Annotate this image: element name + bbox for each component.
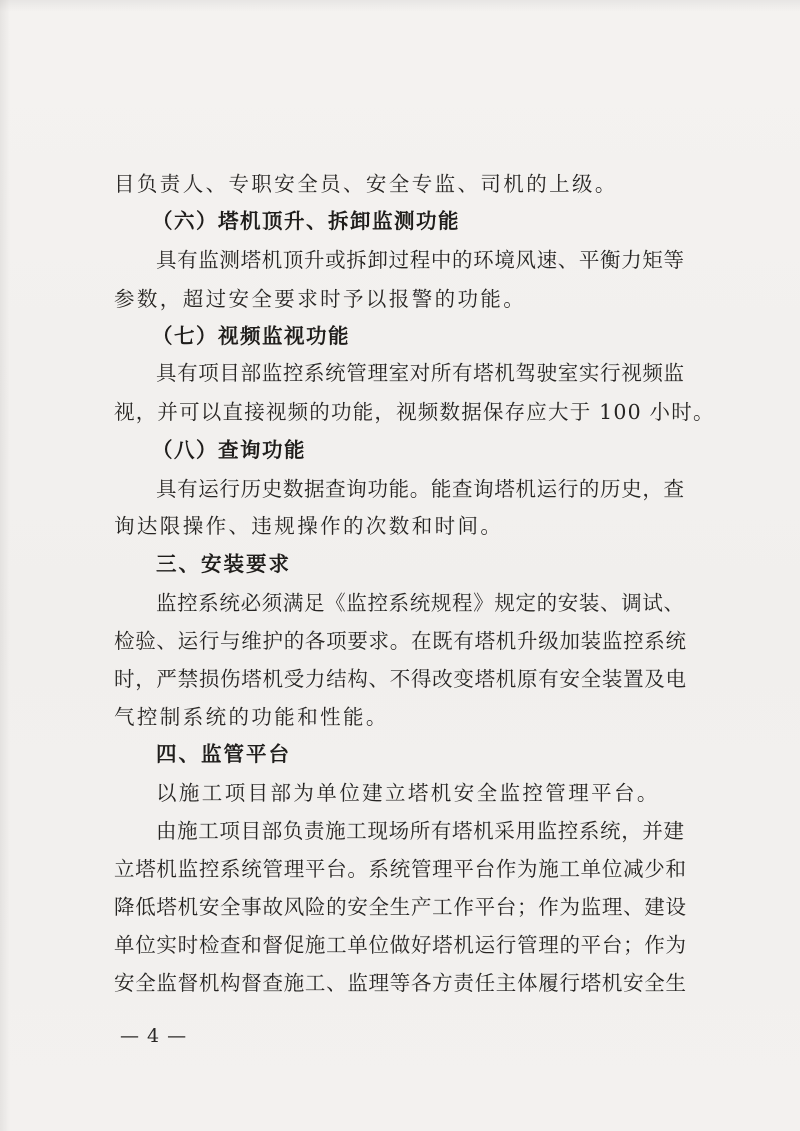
body-line-continuation: 目负责人、专职安全员、安全专监、司机的上级。 bbox=[114, 172, 618, 196]
body-line-video-2: 视，并可以直接视频的功能，视频数据保存应大于 100 小时。 bbox=[114, 400, 715, 424]
section-heading-supervision-platform: 四、监管平台 bbox=[156, 742, 291, 766]
body-line-video-1: 具有项目部监控系统管理室对所有塔机驾驶室实行视频监 bbox=[156, 361, 684, 385]
subheading-video-monitoring: （七）视频监视功能 bbox=[152, 324, 350, 348]
body-line-platform-5: 单位实时检查和督促施工单位做好塔机运行管理的平台；作为 bbox=[114, 933, 686, 957]
section-heading-installation-requirements: 三、安装要求 bbox=[156, 552, 291, 576]
body-line-query-2: 询达限操作、违规操作的次数和时间。 bbox=[114, 514, 504, 538]
subheading-tower-crane-jacking-dismantling: （六）塔机顶升、拆卸监测功能 bbox=[152, 209, 460, 233]
body-line-jacking-1: 具有监测塔机顶升或拆卸过程中的环境风速、平衡力矩等 bbox=[156, 248, 684, 272]
body-line-platform-1: 以施工项目部为单位建立塔机安全监控管理平台。 bbox=[156, 781, 660, 805]
body-line-install-3: 时，严禁损伤塔机受力结构、不得改变塔机原有安全装置及电 bbox=[114, 667, 686, 691]
scan-shadow-top bbox=[0, 0, 800, 12]
body-line-install-4: 气控制系统的功能和性能。 bbox=[114, 705, 389, 729]
body-line-platform-4: 降低塔机安全事故风险的安全生产工作平台；作为监理、建设 bbox=[114, 895, 686, 919]
page-number: — 4 — bbox=[120, 1025, 188, 1047]
subheading-query-function: （八）查询功能 bbox=[152, 438, 306, 462]
scan-shadow-left bbox=[0, 0, 10, 1131]
body-line-query-1: 具有运行历史数据查询功能。能查询塔机运行的历史，查 bbox=[156, 477, 684, 501]
body-line-jacking-2: 参数，超过安全要求时予以报警的功能。 bbox=[114, 287, 527, 311]
body-line-install-2: 检验、运行与维护的各项要求。在既有塔机升级加装监控系统 bbox=[114, 629, 686, 653]
body-line-install-1: 监控系统必须满足《监控系统规程》规定的安装、调试、 bbox=[156, 591, 684, 615]
body-line-platform-6: 安全监督机构督查施工、监理等各方责任主体履行塔机安全生 bbox=[114, 971, 686, 995]
body-line-platform-2: 由施工项目部负责施工现场所有塔机采用监控系统，并建 bbox=[156, 819, 684, 843]
body-line-platform-3: 立塔机监控系统管理平台。系统管理平台作为施工单位减少和 bbox=[114, 857, 686, 881]
